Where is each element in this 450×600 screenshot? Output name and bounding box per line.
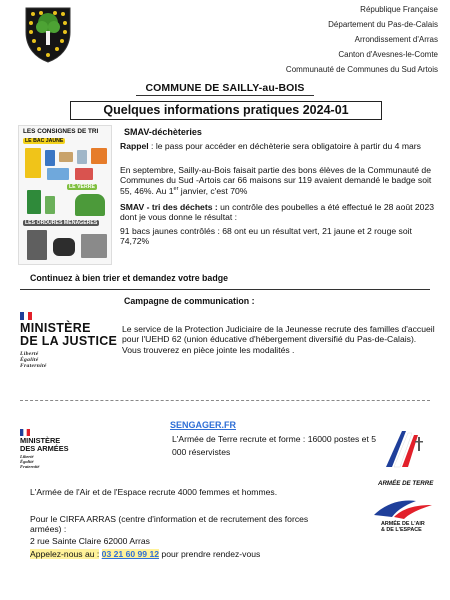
ministere-armees-logo <box>20 437 69 469</box>
admin-line-canton: Canton d'Avesnes-le-Comte <box>338 50 438 59</box>
ma-motto-fraternite: Fraternité <box>20 464 40 470</box>
septembre-sup: er <box>173 186 179 193</box>
rdv-text: pour prendre rendez-vous <box>159 549 261 559</box>
armee-terre-caption: ARMÉE DE TERRE <box>378 480 434 487</box>
tri-paragraph <box>120 202 438 223</box>
dashed-divider <box>20 400 430 401</box>
tri-verre: LE VERRE <box>69 184 95 190</box>
mj-motto <box>20 351 117 370</box>
armee-air-caption-1: ARMÉE DE L'AIR <box>381 521 425 527</box>
smav-title: SMAV-déchèteries <box>124 127 202 137</box>
armee-de-terre-logo <box>368 423 436 485</box>
carton-icon <box>59 152 73 162</box>
admin-line-departement: Département du Pas-de-Calais <box>328 20 438 29</box>
bottle-icon <box>45 150 55 166</box>
mj-motto-egalite: Égalité <box>20 356 39 363</box>
sengager-link[interactable]: SENGAGER.FR <box>170 420 237 430</box>
tri-label: SMAV - tri des déchets : <box>120 202 218 212</box>
justice-text-2: Vous trouverez en pièce jointe les modalités . <box>122 344 295 355</box>
packaging-icon <box>91 148 107 164</box>
grey-bin-icon <box>27 230 47 260</box>
trash-bag-icon <box>53 238 75 256</box>
tri-bac-jaune: LE BAC JAUNE <box>25 138 64 144</box>
section-divider <box>20 289 430 290</box>
justice-paragraph <box>122 324 440 355</box>
ma-motto-egalite: Égalité <box>20 458 34 464</box>
ma-motto-liberte: Liberté <box>20 453 34 459</box>
armee-air-text: L'Armée de l'Air et de l'Espace recrute 4000 femmes et hommes. <box>30 487 278 497</box>
village-crest-logo <box>20 4 76 64</box>
septembre-paragraph <box>120 165 438 196</box>
rappel-label: Rappel <box>120 141 149 151</box>
cirfa-address: 2 rue Sainte Claire 62000 Arras <box>30 536 150 546</box>
bulletin-title: Quelques informations pratiques 2024-01 <box>70 101 382 120</box>
armee-terre-text: L'Armée de Terre recrute et forme : 16000 postes et 5 000 réservistes <box>172 434 377 458</box>
mj-line1: MINISTÈRE <box>20 321 91 335</box>
cirfa-phone-link[interactable]: 03 21 60 99 12 <box>101 549 160 559</box>
yellow-bin-icon <box>25 148 41 178</box>
armee-air-caption <box>381 522 425 534</box>
glass-bottle-icon <box>27 190 41 214</box>
brick-icon <box>75 168 93 180</box>
tri-ordures: LES ORDURES MÉNAGÈRES <box>25 220 98 226</box>
sorting-instructions-image <box>18 125 112 265</box>
armee-air-caption-2: & DE L'ESPACE <box>381 526 422 533</box>
can-icon <box>77 150 87 164</box>
armee-air-espace-logo <box>372 497 434 521</box>
armees-flag-icon <box>20 429 30 436</box>
ma-motto <box>20 454 69 470</box>
ministere-justice-logo <box>20 322 117 370</box>
resultat-paragraph: 91 bacs jaunes contrôlés : 68 ont eu un résultat vert, 21 jaune et 2 rouge soit 74,72% <box>120 226 412 247</box>
rappel-paragraph <box>120 141 438 151</box>
rappel-text: : le pass pour accéder en déchèterie sera obligatoire à partir du 4 mars <box>148 141 421 151</box>
cirfa-text: Pour le CIRFA ARRAS (centre d'information et de recrutement des forces armées) : <box>30 514 309 535</box>
ma-line2: DES ARMÉES <box>20 443 69 453</box>
mj-motto-fraternite: Fraternité <box>20 363 47 370</box>
mj-motto-liberte: Liberté <box>20 350 39 357</box>
tri-heading: LES CONSIGNES DE TRI <box>23 128 99 135</box>
continuez-line: Continuez à bien trier et demandez votre badge <box>30 273 228 283</box>
septembre-end: janvier, c'est 70% <box>178 185 248 196</box>
glass-jar-icon <box>45 196 55 214</box>
waste-icon <box>81 234 107 258</box>
septembre-text: En septembre, Sailly-au-Bois faisait partie des bons élèves de la Communauté de Communes du Sud -Artois car 66 maisons sur 119 avaient demandé le badge soit 55, 46%. Au 1 <box>120 165 432 196</box>
glass-container-icon <box>75 194 105 216</box>
tri-text: un contrôle des poubelles a été effectué le 28 août 2023 dont je vous donne le résultat : <box>120 202 435 223</box>
admin-line-arrondissement: Arrondissement d'Arras <box>354 35 438 44</box>
paper-icon <box>47 168 69 180</box>
admin-line-republique: République Française <box>360 5 438 14</box>
commune-underline <box>136 95 314 96</box>
justice-text-1: Le service de la Protection Judiciaire de la Jeunesse recrute des familles d'accueil pour l'UEHD 62 (union éducative d'hébergement diversifié du Pas-de-Calais). <box>122 324 435 345</box>
mj-line2: DE LA JUSTICE <box>20 333 118 348</box>
appelez-line <box>30 549 260 559</box>
ma-line1: MINISTÈRE <box>20 436 61 445</box>
commune-name: COMMUNE DE SAILLY-au-BOIS <box>145 82 305 94</box>
appelez-label: Appelez-nous au : <box>30 549 100 559</box>
marianne-flag-icon <box>20 312 32 320</box>
campagne-title: Campagne de communication : <box>124 296 255 306</box>
admin-line-communaute: Communauté de Communes du Sud Artois <box>285 65 438 74</box>
